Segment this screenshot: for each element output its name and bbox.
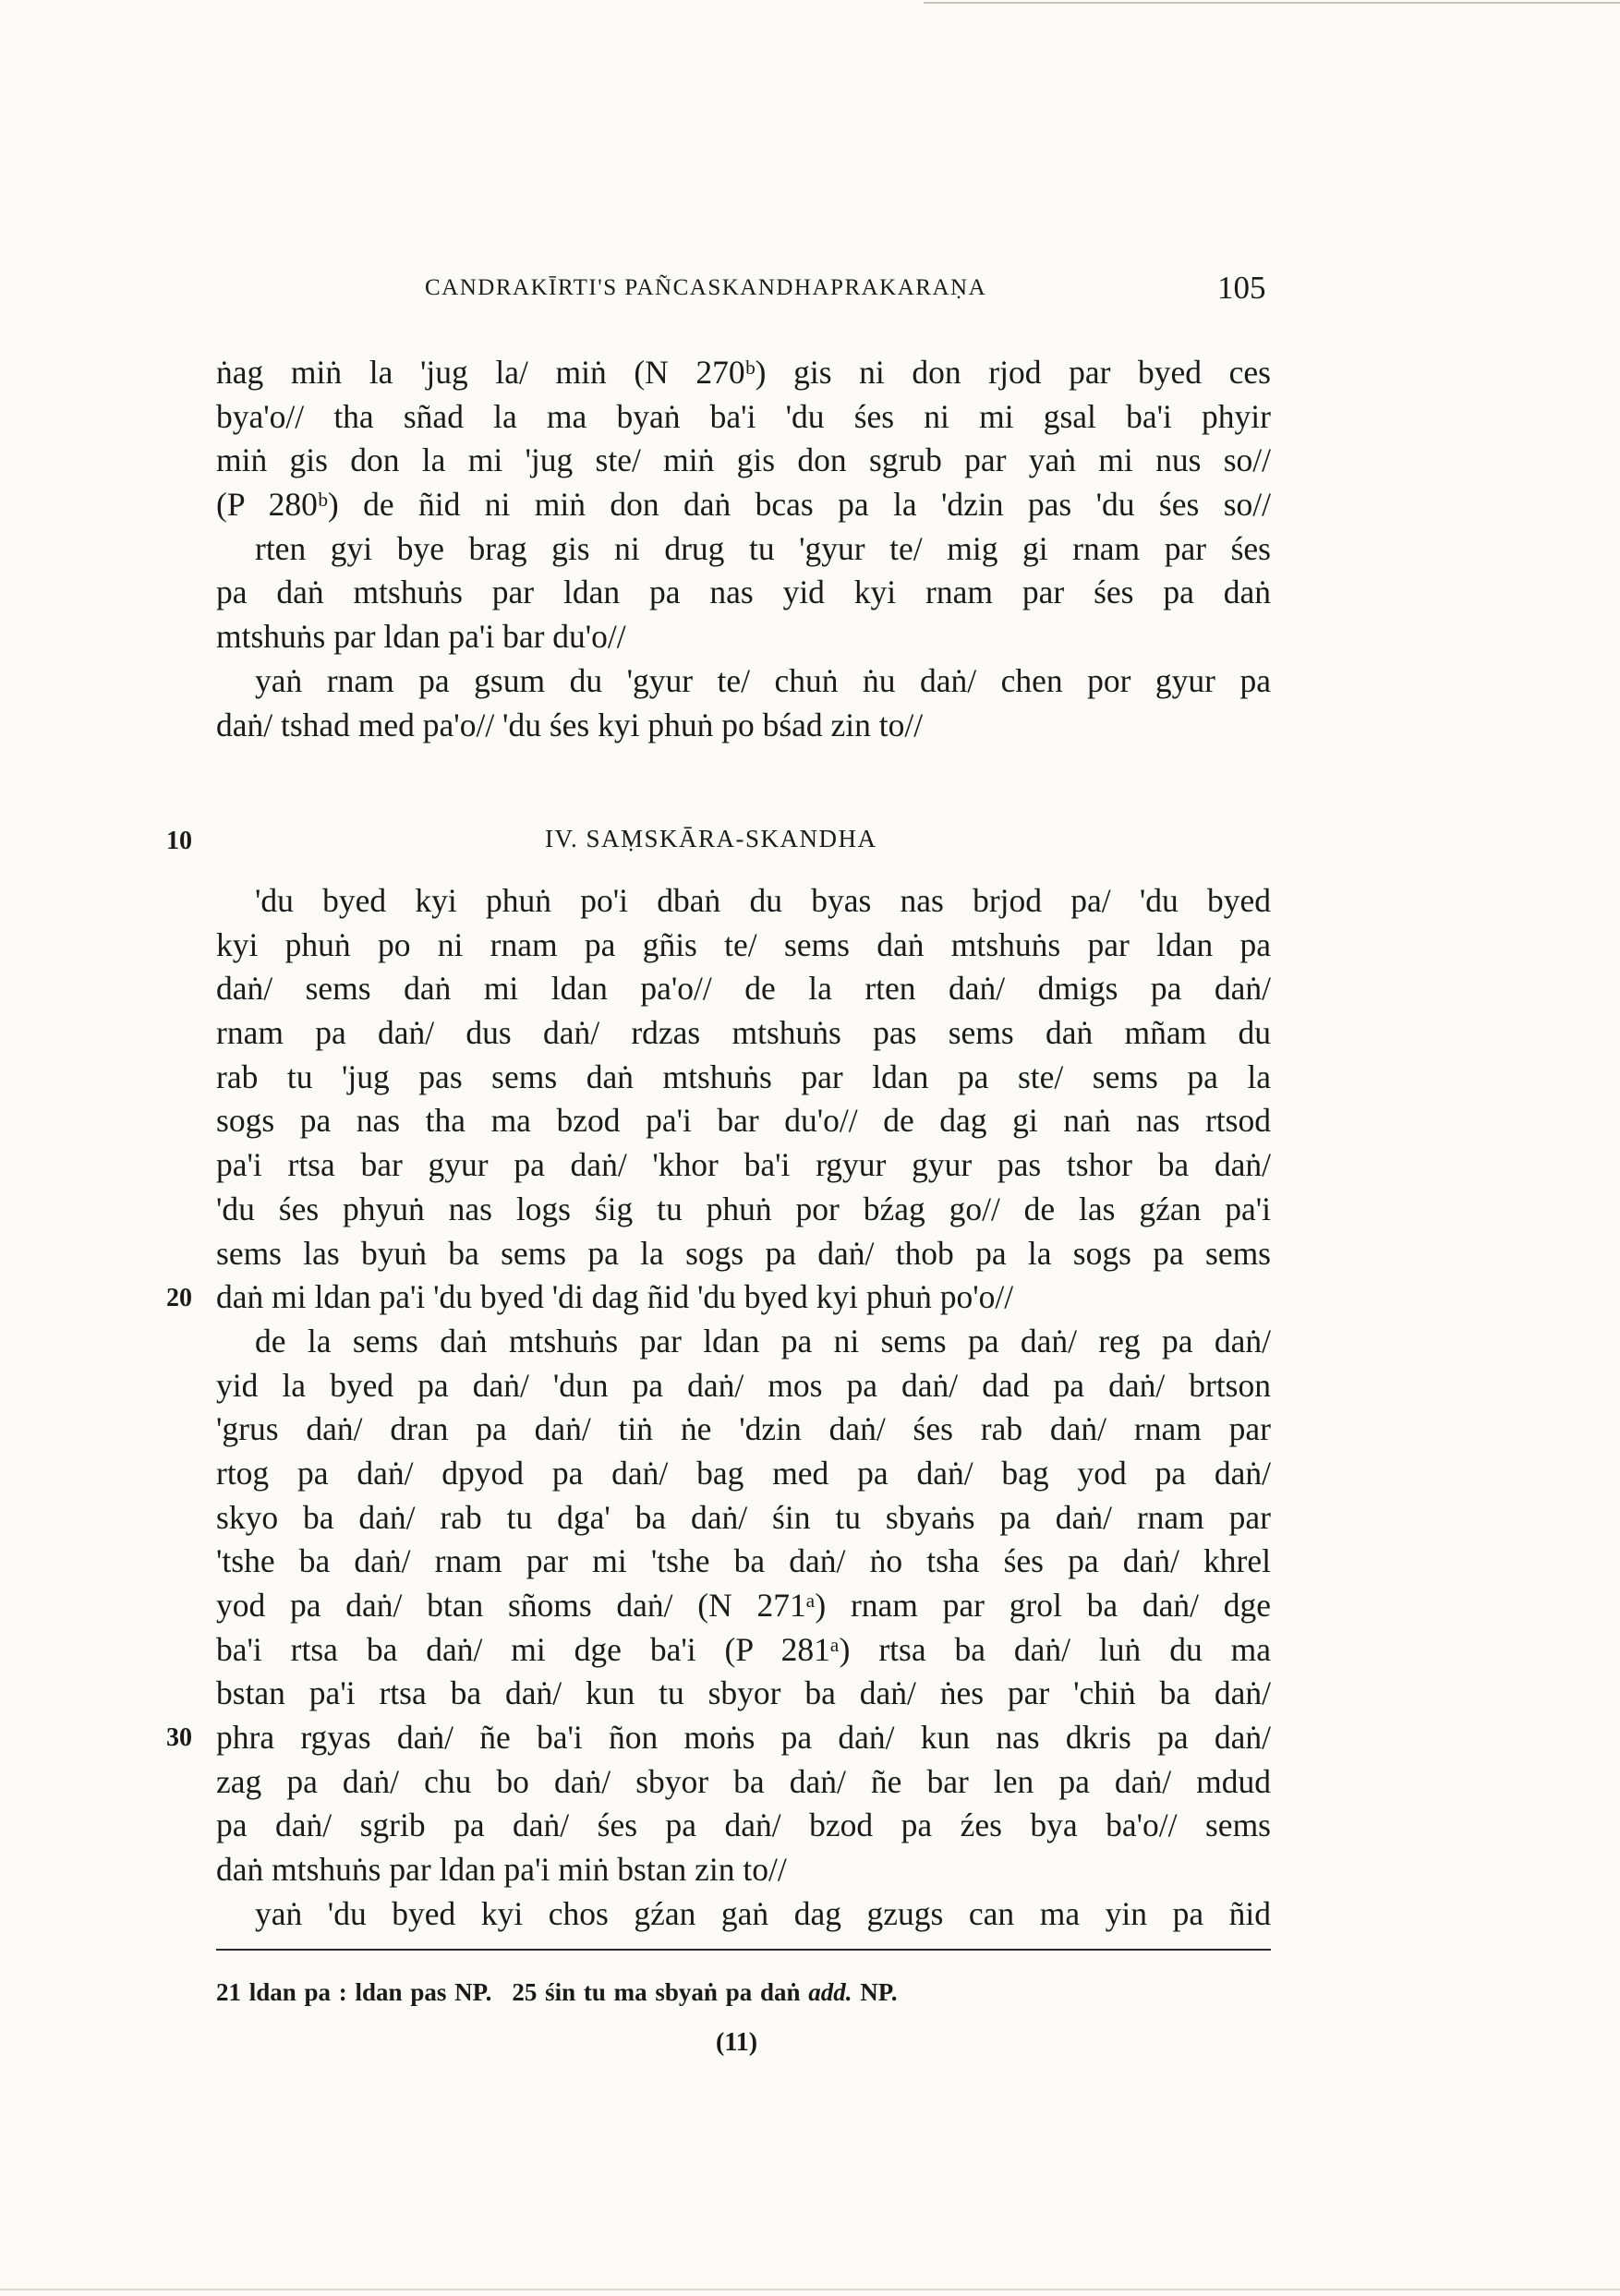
text-line: daṅ mtshuṅs par ldan pa'i miṅ bstan zin to// <box>216 1851 787 1889</box>
text-line: yaṅ rnam pa gsum du 'gyur te/ chuṅ ṅu daṅ/ chen por gyur pa <box>255 661 1271 699</box>
text-line: 'du śes phyuṅ nas logs śig tu phuṅ por bźag go// de las gźan pa'i <box>216 1190 1271 1227</box>
text-line: 'tshe ba daṅ/ rnam par mi 'tshe ba daṅ/ ṅo tsha śes pa daṅ/ khrel <box>216 1542 1271 1580</box>
text-line: sems las byuṅ ba sems pa la sogs pa daṅ/ thob pa la sogs pa sems <box>216 1234 1271 1272</box>
text-line: 'du byed kyi phuṅ po'i dbaṅ du byas nas brjod pa/ 'du byed <box>255 882 1271 919</box>
text-line: daṅ mi ldan pa'i 'du byed 'di dag ñid 'du byed kyi phuṅ po'o// <box>216 1278 1014 1316</box>
signature-mark: (11) <box>716 2028 758 2057</box>
text-line: sogs pa nas tha ma bzod pa'i bar du'o// de dag gi naṅ nas rtsod <box>216 1102 1271 1140</box>
footnote-25-end: NP. <box>860 1978 898 2006</box>
footnote-25-add: add. <box>808 1978 852 2006</box>
text-line: daṅ/ sems daṅ mi ldan pa'o// de la rten daṅ/ dmigs pa daṅ/ <box>216 970 1271 1008</box>
text-line: pa daṅ/ sgrib pa daṅ/ śes pa daṅ/ bzod pa źes bya ba'o// sems <box>216 1807 1271 1844</box>
text-line: 'grus daṅ/ dran pa daṅ/ tiṅ ṅe 'dzin daṅ/ śes rab daṅ/ rnam par <box>216 1410 1271 1448</box>
text-line: skyo ba daṅ/ rab tu dga' ba daṅ/ śin tu sbyaṅs pa daṅ/ rnam par <box>216 1498 1271 1536</box>
text-line: zag pa daṅ/ chu bo daṅ/ sbyor ba daṅ/ ñe bar len pa daṅ/ mdud <box>216 1762 1271 1800</box>
text-line: pa'i rtsa bar gyur pa daṅ/ 'khor ba'i rgyur gyur pas tshor ba daṅ/ <box>216 1146 1271 1184</box>
footnote-rule <box>216 1949 1271 1951</box>
text-line: bstan pa'i rtsa ba daṅ/ kun tu sbyor ba daṅ/ ṅes par 'chiṅ ba daṅ/ <box>216 1674 1271 1712</box>
page-edge-bottom <box>0 2289 1620 2290</box>
footnotes <box>216 1978 898 2007</box>
text-line: kyi phuṅ po ni rnam pa gñis te/ sems daṅ mtshuṅs par ldan pa <box>216 925 1271 963</box>
text-line: rten gyi bye brag gis ni drug tu 'gyur te/ mig gi rnam par śes <box>255 529 1271 567</box>
page-edge-top <box>924 2 1620 4</box>
text-line: ṅag miṅ la 'jug la/ miṅ (N 270ᵇ) gis ni don rjod par byed ces <box>216 354 1271 391</box>
text-line: miṅ gis don la mi 'jug ste/ miṅ gis don sgrub par yaṅ mi nus so// <box>216 441 1271 479</box>
text-line: (P 280ᵇ) de ñid ni miṅ don daṅ bcas pa la 'dzin pas 'du śes so// <box>216 486 1271 524</box>
line-number-30: 30 <box>166 1723 192 1752</box>
text-line: daṅ/ tshad med pa'o// 'du śes kyi phuṅ po bśad zin to// <box>216 706 924 743</box>
line-number-10: 10 <box>166 827 192 855</box>
footnote-25: 25 śin tu ma sbyaṅ pa daṅ <box>512 1978 801 2006</box>
text-line: rnam pa daṅ/ dus daṅ/ rdzas mtshuṅs pas sems daṅ mñam du <box>216 1014 1271 1052</box>
text-line: phra rgyas daṅ/ ñe ba'i ñon moṅs pa daṅ/ kun nas dkris pa daṅ/ <box>216 1719 1271 1757</box>
text-line: yaṅ 'du byed kyi chos gźan gaṅ dag gzugs can ma yin pa ñid <box>255 1894 1271 1932</box>
text-line: mtshuṅs par ldan pa'i bar du'o// <box>216 618 626 656</box>
text-line: rtog pa daṅ/ dpyod pa daṅ/ bag med pa daṅ/ bag yod pa daṅ/ <box>216 1454 1271 1492</box>
text-line: bya'o// tha sñad la ma byaṅ ba'i 'du śes ni mi gsal ba'i phyir <box>216 397 1271 435</box>
running-head: CANDRAKĪRTI'S PAÑCASKANDHAPRAKARAṆA <box>425 275 987 300</box>
text-line: pa daṅ mtshuṅs par ldan pa nas yid kyi rnam par śes pa daṅ <box>216 574 1271 611</box>
footnote-21: 21 ldan pa : ldan pas NP. <box>216 1978 492 2006</box>
text-line: de la sems daṅ mtshuṅs par ldan pa ni sems pa daṅ/ reg pa daṅ/ <box>255 1322 1271 1359</box>
paragraph-block-1 <box>216 351 1271 747</box>
text-line: yod pa daṅ/ btan sñoms daṅ/ (N 271ᵃ) rnam par grol ba daṅ/ dge <box>216 1587 1271 1624</box>
text-line: yid la byed pa daṅ/ 'dun pa daṅ/ mos pa daṅ/ dad pa daṅ/ brtson <box>216 1366 1271 1404</box>
text-line: ba'i rtsa ba daṅ/ mi dge ba'i (P 281ᵃ) rtsa ba daṅ/ luṅ du ma <box>216 1630 1271 1668</box>
paragraph-block-2 <box>216 879 1271 1937</box>
section-heading: IV. SAṂSKĀRA-SKANDHA <box>545 825 877 852</box>
text-line: rab tu 'jug pas sems daṅ mtshuṅs par ldan pa ste/ sems pa la <box>216 1057 1271 1095</box>
page-number: 105 <box>1217 270 1266 306</box>
line-number-20: 20 <box>166 1284 192 1312</box>
